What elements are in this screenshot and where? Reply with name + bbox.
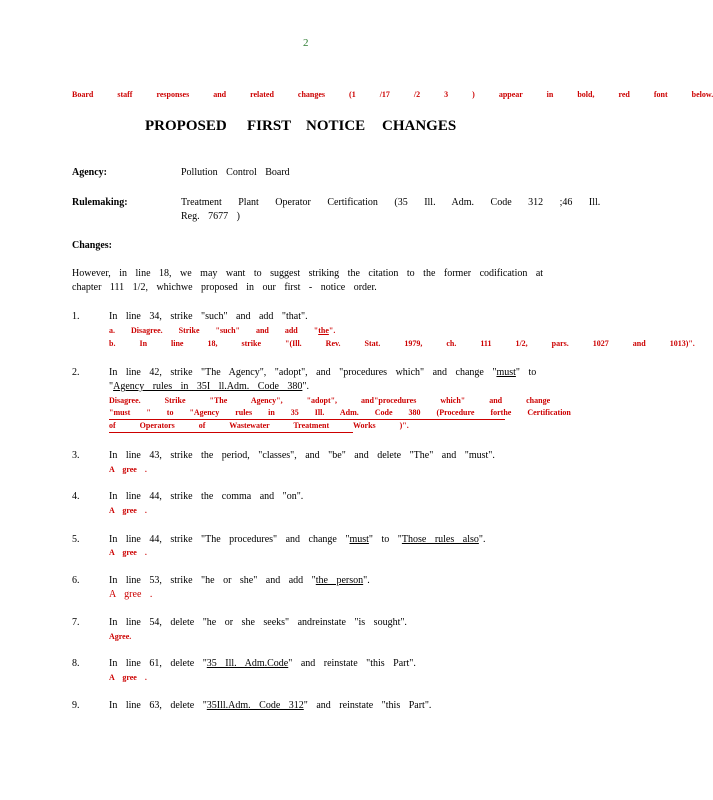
item-8-response: A gree .	[109, 673, 147, 682]
rulemaking-line-1: Treatment Plant Operator Certification (35 Ill. Adm. Code 312 ;46 Ill.	[181, 197, 601, 208]
item-3-response: A gree .	[109, 465, 147, 474]
rulemaking-label: Rulemaking:	[72, 197, 128, 208]
intro-line-2: chapter 111 1/2, whichwe proposed in our first - notice order.	[72, 282, 377, 293]
item-6-number: 6.	[72, 575, 80, 586]
item-8-text: In line 61, delete "35 Ill. Adm.Code" and reinstate "this Part".	[109, 658, 416, 669]
agency-label: Agency:	[72, 167, 107, 178]
item-5-text: In line 44, strike "The procedures" and change "must" to "Those rules also".	[109, 534, 486, 545]
item-8-number: 8.	[72, 658, 80, 669]
item-6-response: A gree .	[109, 589, 153, 600]
item-2-text-line-2: "Agency rules in 35I ll.Adm. Code 380".	[109, 381, 309, 392]
intro-line-1: However, in line 18, we may want to suggest striking the citation to the former codification at	[72, 268, 544, 279]
page-number: 2	[303, 37, 309, 49]
item-2-response-line-3: of Operators of Wastewater Treatment Works )".	[109, 421, 409, 430]
item-2-response-underline	[109, 419, 505, 420]
staff-response-note: Board staff responses and related changes (1 /17 /2 3 ) appear in bold, red font below.	[72, 90, 713, 99]
item-1-text: In line 34, strike "such" and add "that".	[109, 311, 308, 322]
item-1-response-b: b. In line 18, strike "(Ill. Rev. Stat. 1979, ch. 111 1/2, pars. 1027 and 1013)".	[109, 339, 695, 348]
item-4-text: In line 44, strike the comma and "on".	[109, 491, 304, 502]
rulemaking-line-2: Reg. 7677 )	[181, 211, 240, 222]
item-4-response: A gree .	[109, 506, 147, 515]
item-4-number: 4.	[72, 491, 80, 502]
item-2-response-line-2: "must " to "Agency rules in 35 Ill. Adm. Code 380 (Procedure forthe Certification	[109, 408, 571, 417]
item-5-number: 5.	[72, 534, 80, 545]
item-1-response-a: a. Disagree. Strike "such" and add "the".	[109, 326, 336, 335]
item-7-response: Agree.	[109, 632, 132, 641]
item-6-text: In line 53, strike "he or she" and add "the person".	[109, 575, 370, 586]
changes-label: Changes:	[72, 240, 113, 251]
item-5-response: A gree .	[109, 548, 147, 557]
title-word-1: PROPOSED	[145, 118, 227, 134]
item-9-text: In line 63, delete "35Ill.Adm. Code 312" and reinstate "this Part".	[109, 700, 432, 711]
title-word-2: FIRST	[247, 118, 292, 134]
title-word-3: NOTICE	[306, 118, 366, 134]
item-1-number: 1.	[72, 311, 80, 322]
item-3-text: In line 43, strike the period, "classes", and "be" and delete "The" and "must".	[109, 450, 495, 461]
title-word-4: CHANGES	[382, 118, 457, 134]
item-2-response-underline-2	[109, 432, 353, 433]
item-3-number: 3.	[72, 450, 80, 461]
item-2-response-line-1: Disagree. Strike "The Agency", "adopt", and"procedures which" and change	[109, 396, 551, 405]
item-9-number: 9.	[72, 700, 80, 711]
item-7-number: 7.	[72, 617, 80, 628]
item-2-text: In line 42, strike "The Agency", "adopt", and "procedures which" and change "must" to	[109, 367, 537, 378]
item-2-number: 2.	[72, 367, 80, 378]
item-7-text: In line 54, delete "he or she seeks" andreinstate "is sought".	[109, 617, 407, 628]
agency-value: Pollution Control Board	[181, 167, 290, 178]
